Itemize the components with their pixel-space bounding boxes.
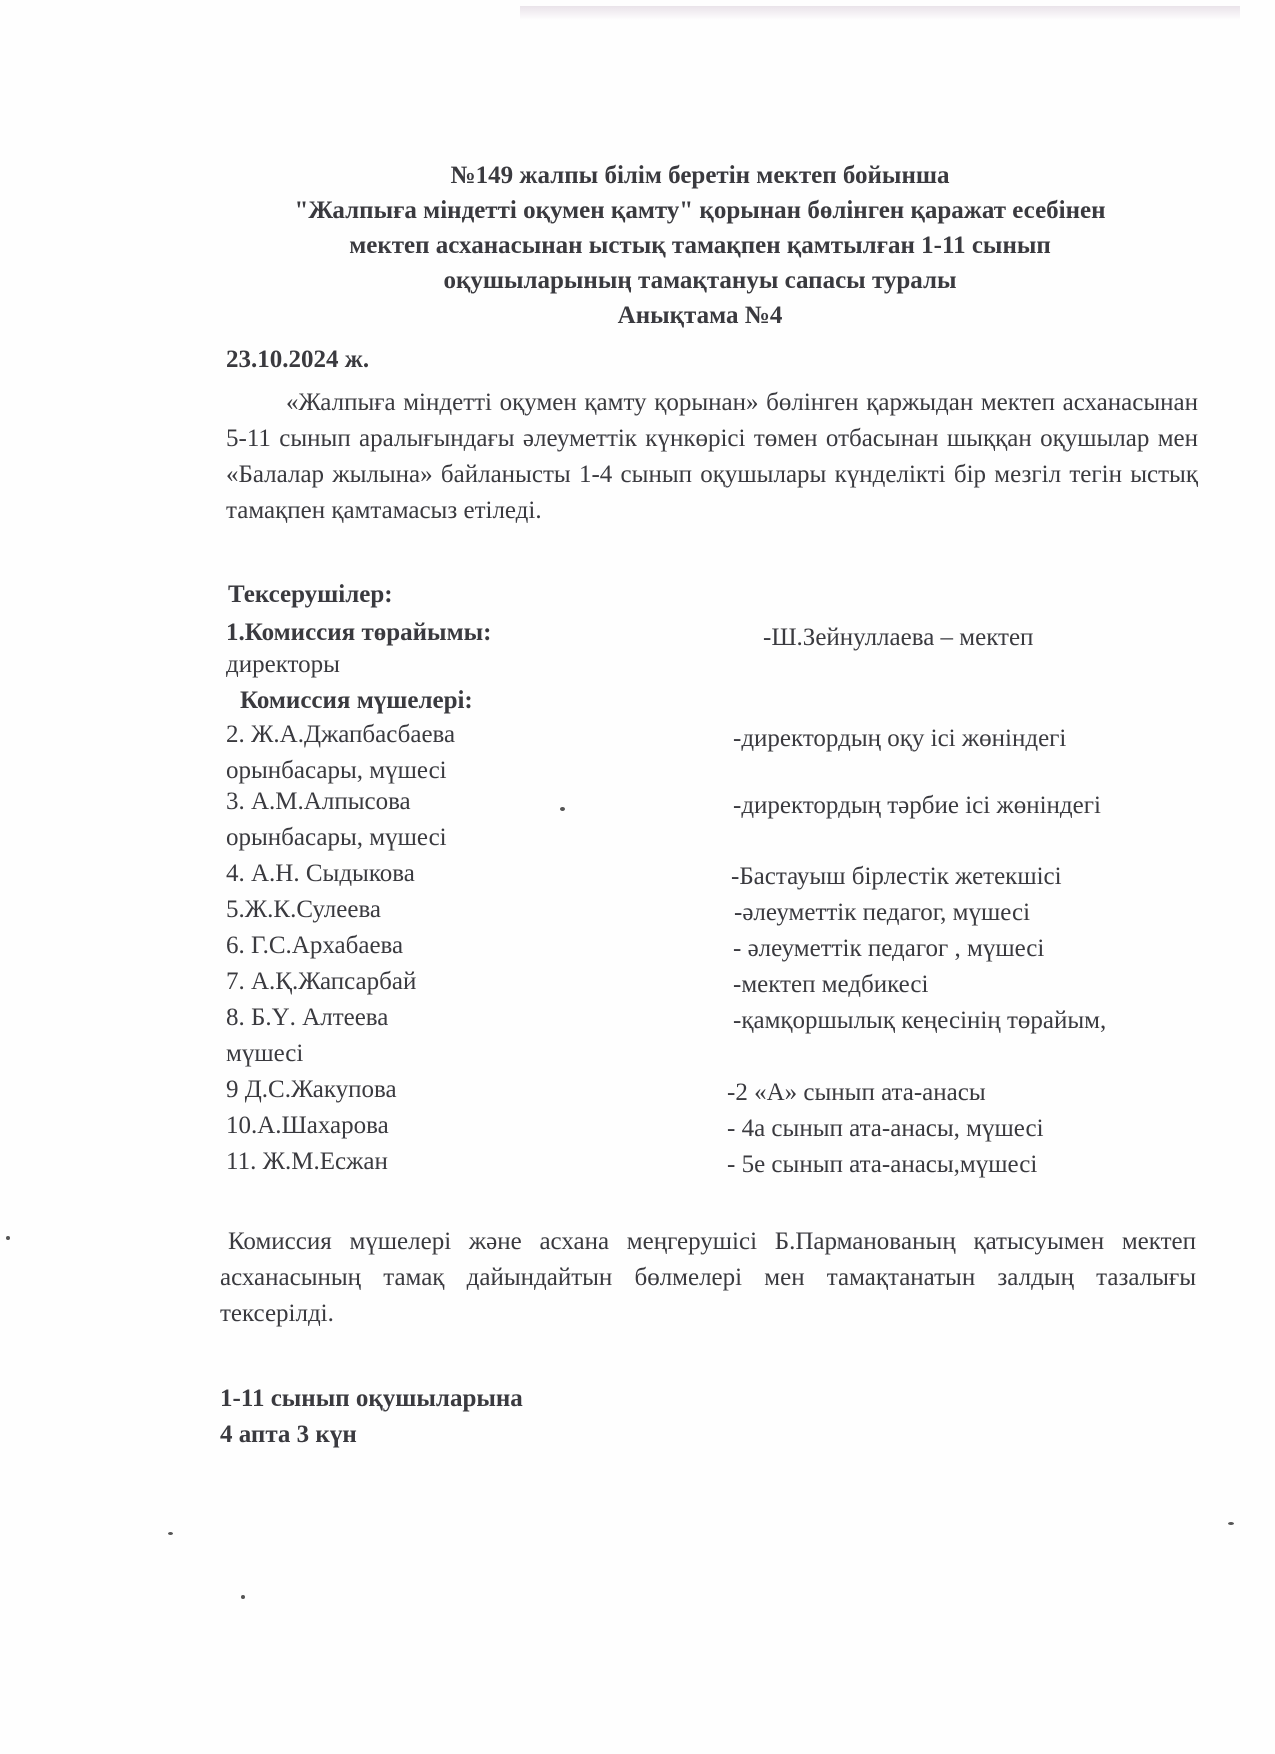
title-line: №149 жалпы білім беретін мектеп бойынша xyxy=(450,162,950,189)
member-role: - 4а сынып ата-анасы, мүшесі xyxy=(727,1115,1044,1142)
member-role-continuation: мүшесі xyxy=(226,1040,304,1067)
scan-speck xyxy=(168,1532,173,1535)
scan-edge-shadow xyxy=(520,6,1240,20)
member-role: -директордың тәрбие ісі жөніндегі xyxy=(733,792,1101,819)
member-role: - 5е сынып ата-анасы,мүшесі xyxy=(727,1151,1038,1178)
member-role: -Бастауыш бірлестік жетекшісі xyxy=(731,863,1062,890)
document-title xyxy=(200,158,1200,333)
member-role: - әлеуметтік педагог , мүшесі xyxy=(733,935,1045,962)
title-line: мектеп асханасынан ыстық тамақпен қамтылған 1-11 сынып xyxy=(349,232,1051,259)
member-name: 7. А.Қ.Жапсарбай xyxy=(226,968,417,995)
member-name: 9 Д.С.Жакупова xyxy=(226,1076,397,1103)
scan-speck xyxy=(241,1595,245,1599)
scan-speck xyxy=(560,807,565,811)
member-role-continuation: орынбасары, мүшесі xyxy=(226,824,447,851)
member-name: 4. А.Н. Сыдыкова xyxy=(226,860,415,887)
reference-number: Анықтама №4 xyxy=(617,302,783,329)
member-name: 3. А.М.Алпысова xyxy=(226,788,411,815)
title-line: "Жалпыға міндетті оқумен қамту" қорынан бөлінген қаражат есебінен xyxy=(294,197,1106,224)
member-name: 5.Ж.К.Сулеева xyxy=(226,896,382,923)
title-line: оқушыларының тамақтануы сапасы туралы xyxy=(443,267,957,294)
members-heading: Комиссия мүшелері: xyxy=(240,687,473,714)
scan-speck xyxy=(1228,1522,1234,1525)
member-role: -қамқоршылық кеңесінің төрайым, xyxy=(733,1007,1107,1034)
inspectors-heading: Тексерушілер: xyxy=(228,581,393,608)
chair-role-continuation: директоры xyxy=(226,651,340,678)
chair-role: -Ш.Зейнуллаева – мектеп xyxy=(763,624,1034,651)
member-name: 2. Ж.А.Джапбасбаева xyxy=(226,721,456,748)
member-role-continuation: орынбасары, мүшесі xyxy=(226,757,447,784)
member-name: 6. Г.С.Архабаева xyxy=(226,932,404,959)
member-role: -мектеп медбикесі xyxy=(733,971,929,998)
member-name: 8. Б.Ү. Алтеева xyxy=(226,1004,389,1031)
document-date: 23.10.2024 ж. xyxy=(226,346,370,373)
intro-paragraph: «Жалпыға міндетті оқумен қамту қорынан» бөлінген қаржыдан мектеп асханасынан 5-11 сынып аралығындағы әлеуметтік күнкөрісі төмен отбасынан шыққан оқушылар мен «Балалар жылына» байланысты 1-4 сынып оқушылары күнделікті бір мезгіл тегін ыстық тамақпен қамтамасыз етіледі. xyxy=(226,389,1198,524)
member-name: 11. Ж.М.Есжан xyxy=(226,1148,388,1175)
member-role: -әлеуметтік педагог, мүшесі xyxy=(734,899,1031,926)
member-name: 10.А.Шахарова xyxy=(226,1112,389,1139)
chair-label: 1.Комиссия төрайымы: xyxy=(226,619,492,646)
member-role: -2 «А» сынып ата-анасы xyxy=(727,1079,986,1106)
inspection-paragraph: Комиссия мүшелері және асхана меңгерушісі Б.Пармановaның қатысуымен мектеп асханасының тамақ дайындайтын бөлмелері мен тамақтанатын залдың тазалығы тексерілді. xyxy=(220,1228,1196,1327)
footer-classes: 1-11 сынып оқушыларына xyxy=(220,1385,523,1412)
footer-duration: 4 апта 3 күн xyxy=(220,1421,357,1448)
scan-speck xyxy=(6,1236,10,1240)
member-role: -директордың оқу ісі жөніндегі xyxy=(733,725,1067,752)
